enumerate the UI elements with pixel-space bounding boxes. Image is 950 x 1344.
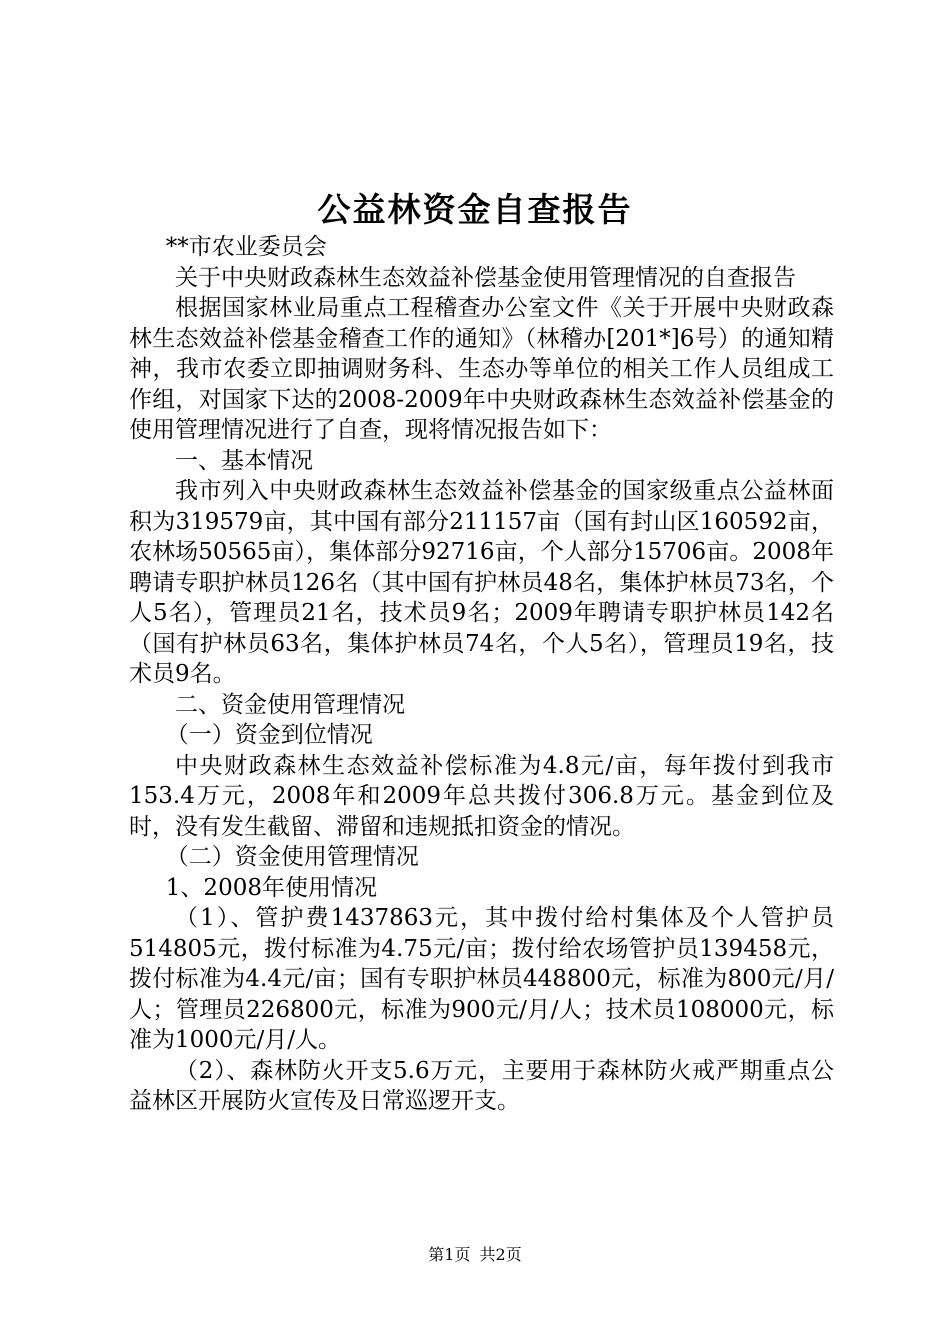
usage-item-2: （2）、森林防火开支5.6万元，主要用于森林防火戒严期重点公益林区开展防火宣传及日常巡逻开支。	[129, 1057, 834, 1114]
page-total: 共2页	[479, 1245, 522, 1264]
section-heading-funds: 二、资金使用管理情况	[175, 691, 405, 718]
basic-info-paragraph: 我市列入中央财政森林生态效益补偿基金的国家级重点公益林面积为319579亩，其中国有部分211157亩（国有封山区160592亩，农林场50565亩），集体部分92716亩，个人部分15706亩。2008年聘请专职护林员126名（其中国有护林员48名，集体护林员73名，个人5名），管理员21名，技术员9名；2009年聘请专职护林员142名（国有护林员63名，集体护林员74名，个人5名），管理员19名，技术员9名。	[129, 478, 834, 687]
document-title: 公益林资金自查报告	[317, 190, 633, 229]
page-number: 第1页	[428, 1245, 471, 1264]
intro-paragraph: 根据国家林业局重点工程稽查办公室文件《关于开展中央财政森林生态效益补偿基金稽查工作的通知》（林稽办[201*]6号）的通知精神，我市农委立即抽调财务科、生态办等单位的相关工作人员组成工作组，对国家下达的2008-2009年中央财政森林生态效益补偿基金的使用管理情况进行了自查，现将情况报告如下：	[129, 295, 834, 443]
arrival-paragraph: 中央财政森林生态效益补偿标准为4.8元/亩，每年拨付到我市153.4万元，2008年和2009年总共拨付306.8万元。基金到位及时，没有发生截留、滞留和违规抵扣资金的情况。	[129, 752, 834, 840]
recipient-line: **市农业委员会	[165, 234, 327, 260]
subsection-heading-usage: （二）资金使用管理情况	[165, 844, 419, 870]
report-subtitle: 关于中央财政森林生态效益补偿基金使用管理情况的自查报告	[175, 264, 796, 291]
section-heading-basic: 一、基本情况	[175, 447, 313, 474]
usage-item-1: （1）、管护费1437863元，其中拨付给村集体及个人管护员514805元，拨付标准为4.75元/亩；拨付给农场管护员139458元，拨付标准为4.4元/亩；国有专职护林员448800元，标准为800元/月/人；管理员226800元，标准为900元/月/人；技术员108000元，标准为1000元/月/人。	[129, 905, 834, 1053]
page-footer	[0, 1245, 950, 1265]
subsection-heading-arrival: （一）资金到位情况	[165, 722, 373, 748]
document-body	[129, 232, 834, 1117]
usage-2008-heading: 1、2008年使用情况	[165, 874, 377, 901]
